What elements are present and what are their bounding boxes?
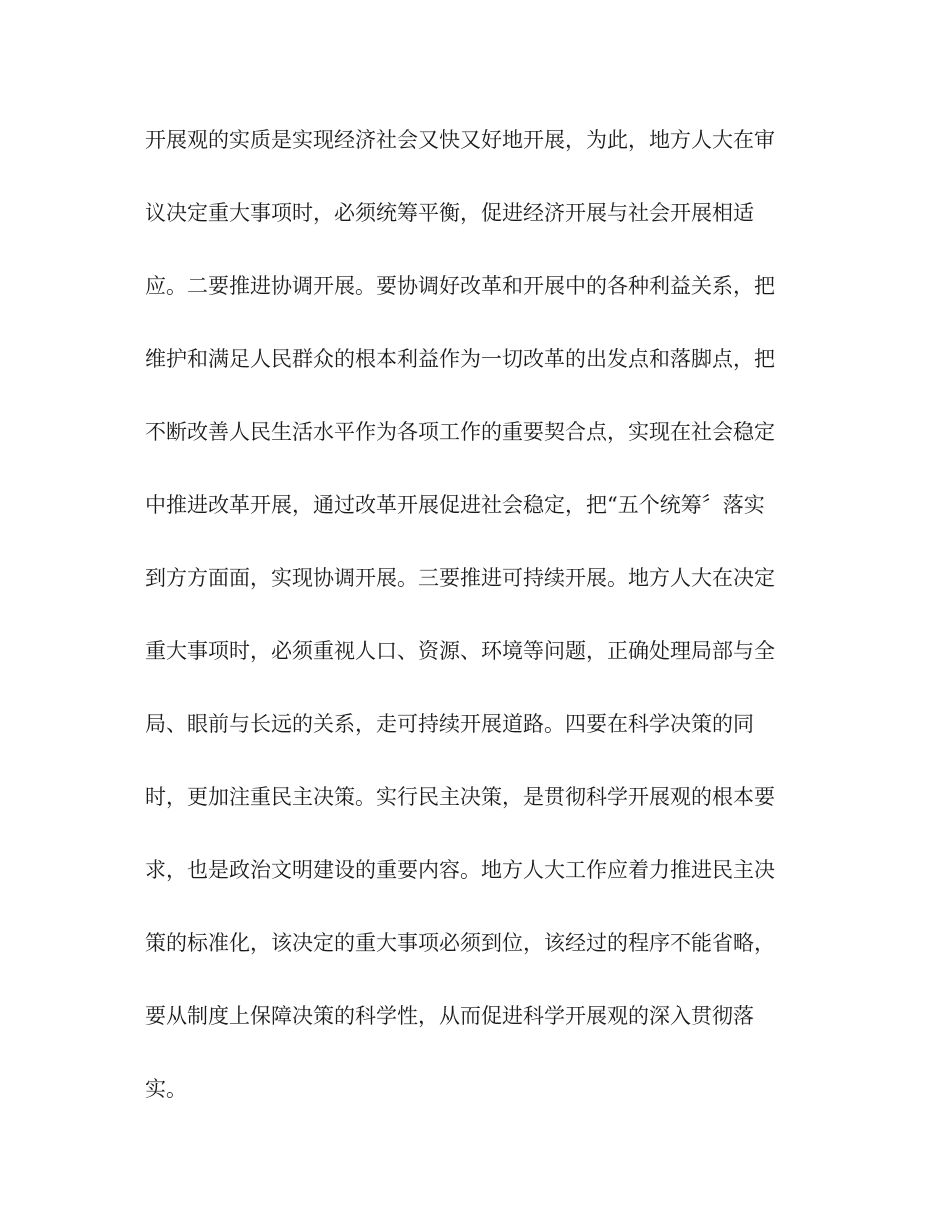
- text-line: 到方方面面，实现协调开展。三要推进可持续开展。地方人大在决定: [145, 566, 775, 590]
- text-line: 时，更加注重民主决策。实行民主决策，是贯彻科学开展观的根本要: [145, 785, 775, 809]
- text-line: 不断改善人民生活水平作为各项工作的重要契合点，实现在社会稳定: [145, 420, 775, 444]
- text-line: 维护和满足人民群众的根本利益作为一切改革的出发点和落脚点，把: [145, 347, 775, 371]
- text-line: 开展观的实质是实现经济社会又快又好地开展，为此，地方人大在审: [145, 128, 775, 152]
- text-line: 重大事项时，必须重视人口、资源、环境等问题，正确处理局部与全: [145, 639, 775, 663]
- body-paragraph: [145, 116, 845, 1138]
- text-line: 应。二要推进协调开展。要协调好改革和开展中的各种利益关系，把: [145, 274, 775, 298]
- text-line: 中推进改革开展，通过改革开展促进社会稳定，把“五个统筹〞落实: [145, 493, 765, 517]
- text-line: 策的标准化，该决定的重大事项必须到位，该经过的程序不能省略，: [145, 931, 775, 955]
- text-line: 求，也是政治文明建设的重要内容。地方人大工作应着力推进民主决: [145, 858, 775, 882]
- text-line: 局、眼前与长远的关系，走可持续开展道路。四要在科学决策的同: [145, 712, 754, 736]
- text-line: 要从制度上保障决策的科学性，从而促进科学开展观的深入贯彻落: [145, 1004, 754, 1028]
- text-line: 议决定重大事项时，必须统筹平衡，促进经济开展与社会开展相适: [145, 201, 754, 225]
- text-line: 实。: [145, 1077, 187, 1101]
